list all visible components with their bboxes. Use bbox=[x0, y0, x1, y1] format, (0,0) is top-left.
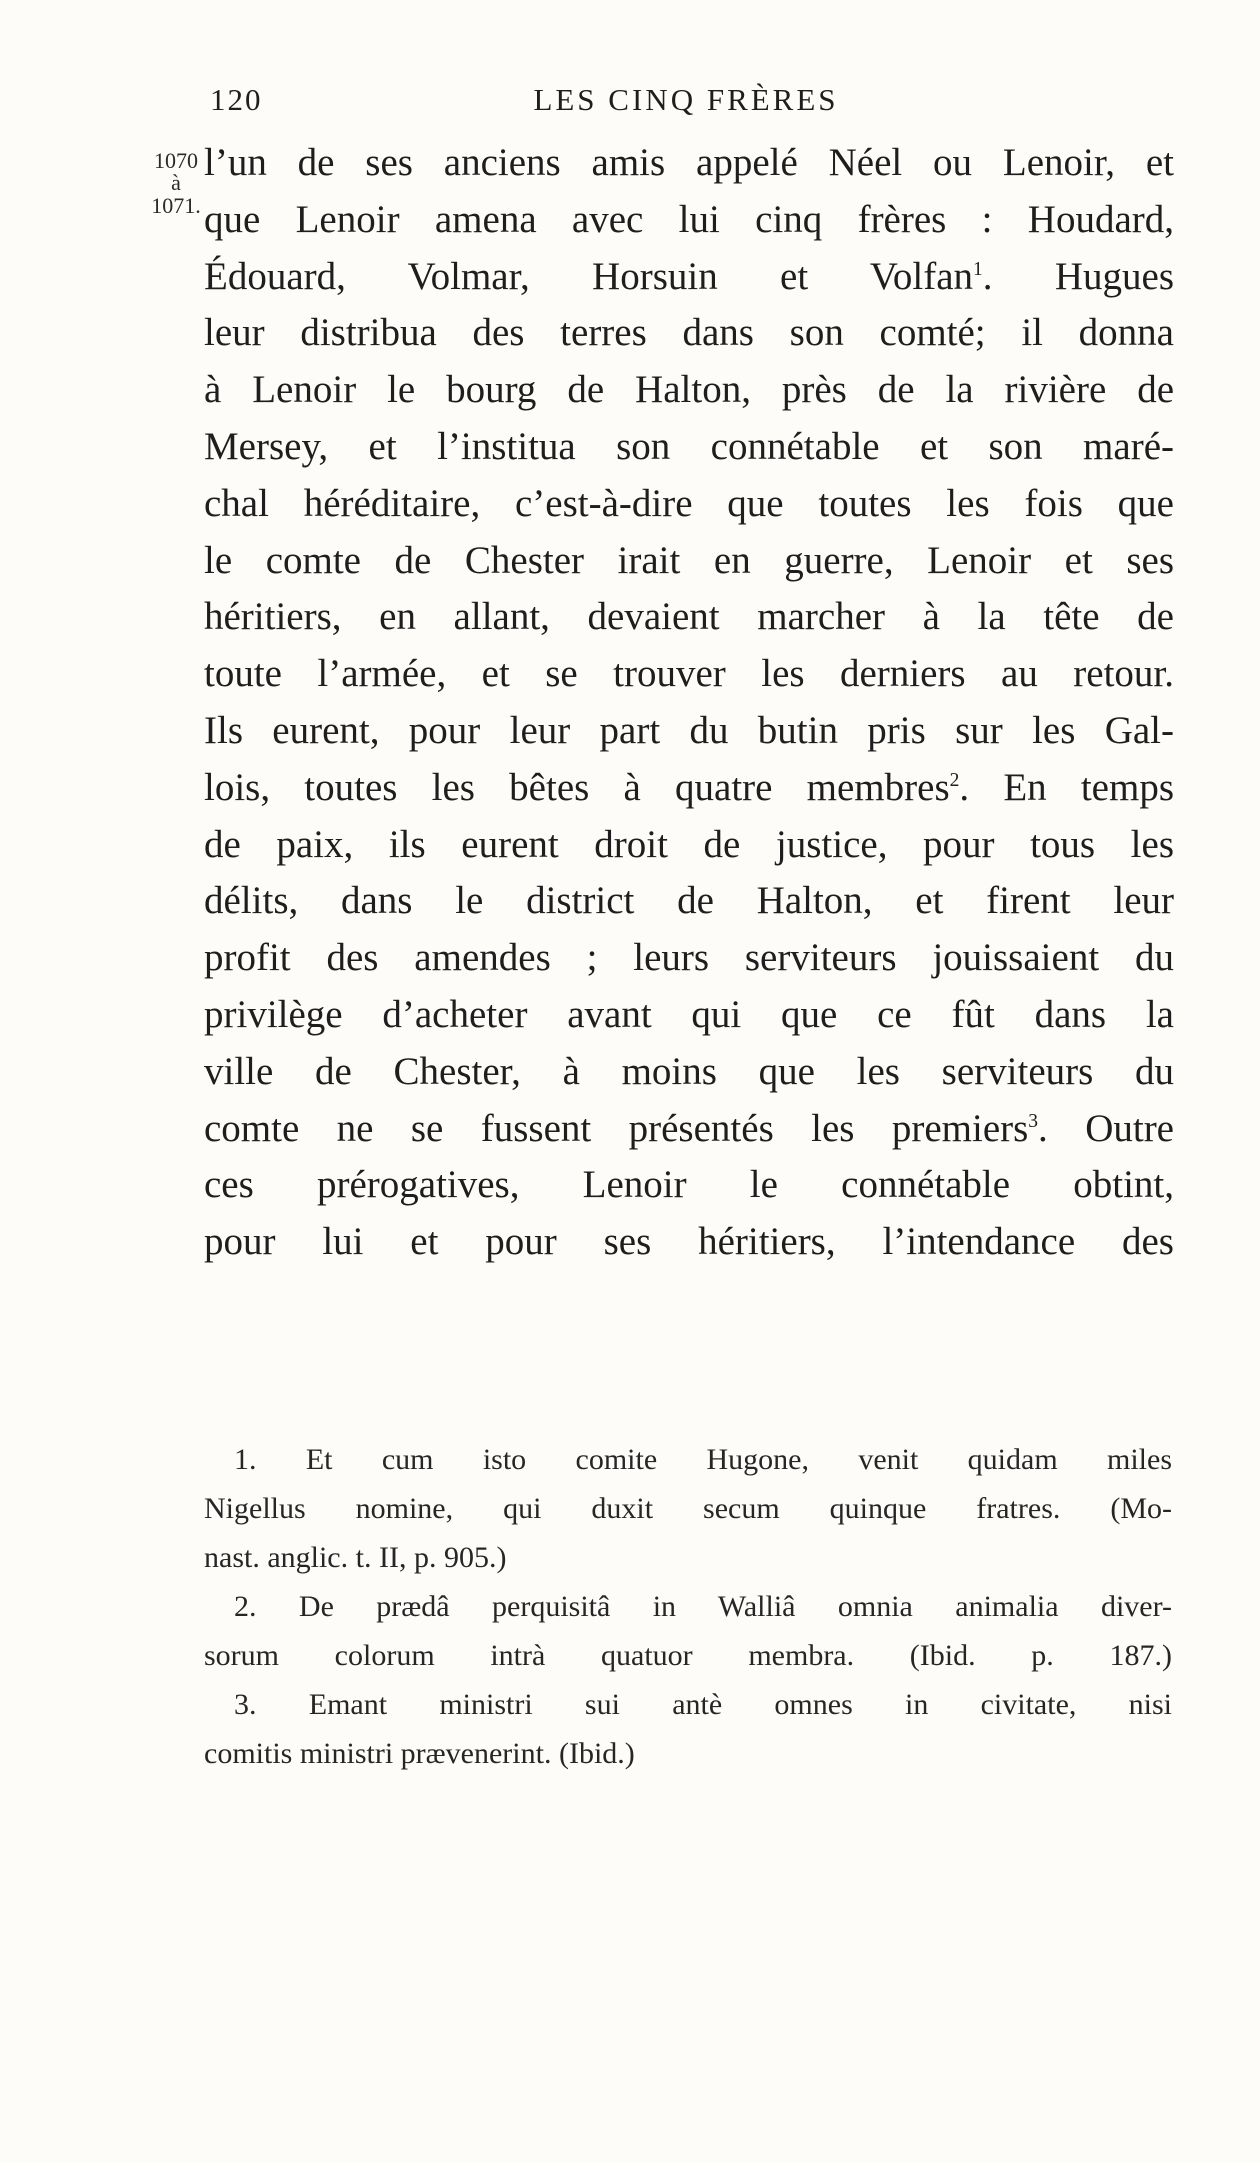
body-line: que Lenoir amena avec lui cinq frères : Houdard, bbox=[204, 197, 1174, 241]
body-line: héritiers, en allant, devaient marcher à la tête de bbox=[204, 595, 1174, 639]
footnote-line: 1. Et cum isto comite Hugone, venit quidam miles bbox=[234, 1443, 1172, 1476]
body-line: Ils eurent, pour leur part du butin pris sur les Gal- bbox=[204, 708, 1174, 752]
body-line-text: lois, toutes les bêtes à quatre membres bbox=[204, 765, 950, 809]
margin-date bbox=[147, 147, 205, 219]
body-line: délits, dans le district de Halton, et firent leur bbox=[204, 879, 1174, 923]
body-line: de paix, ils eurent droit de justice, pour tous les bbox=[204, 822, 1174, 866]
page-number: 120 bbox=[210, 82, 263, 117]
body-line bbox=[204, 1101, 1174, 1158]
footnote-ref: 1 bbox=[973, 258, 983, 280]
footnote-line: Nigellus nomine, qui duxit secum quinque fratres. (Mo- bbox=[204, 1492, 1172, 1525]
body-line: à Lenoir le bourg de Halton, près de la rivière de bbox=[204, 368, 1174, 412]
body-line-tail: . En temps bbox=[959, 765, 1175, 809]
footnote-line: sorum colorum intrà quatuor membra. (Ibid. p. 187.) bbox=[204, 1639, 1172, 1672]
body-line: privilège d’acheter avant qui que ce fût dans la bbox=[204, 992, 1174, 1036]
body-line: l’un de ses anciens amis appelé Néel ou Lenoir, et bbox=[204, 141, 1174, 184]
body-line-tail: . Hugues bbox=[982, 254, 1174, 298]
body-line: ville de Chester, à moins que les serviteurs du bbox=[204, 1049, 1174, 1093]
margin-date-end: 1071. bbox=[151, 193, 201, 218]
margin-date-separator: à bbox=[171, 170, 181, 195]
body-line bbox=[204, 760, 1174, 817]
footnote-line: nast. anglic. t. II, p. 905.) bbox=[204, 1541, 507, 1574]
body-line: toute l’armée, et se trouver les derniers au retour. bbox=[204, 652, 1174, 696]
body-line: pour lui et pour ses héritiers, l’intendance des bbox=[204, 1220, 1174, 1264]
footnote-line: comitis ministri prævenerint. (Ibid.) bbox=[204, 1737, 635, 1770]
footnote-line: 3. Emant ministri sui antè omnes in civitate, nisi bbox=[234, 1688, 1172, 1721]
running-title: LES CINQ FRÈRES bbox=[533, 82, 839, 117]
margin-date-start: 1070 bbox=[154, 148, 198, 173]
body-line: leur distribua des terres dans son comté; il donna bbox=[204, 311, 1174, 355]
footnotes bbox=[204, 1435, 1172, 1778]
body-line: ces prérogatives, Lenoir le connétable obtint, bbox=[204, 1163, 1174, 1207]
footnote-ref: 2 bbox=[949, 769, 960, 791]
body-line bbox=[204, 249, 1174, 306]
page-header bbox=[200, 82, 1172, 122]
body-text bbox=[204, 135, 1174, 1271]
body-line-text: comte ne se fussent présentés les premiers bbox=[204, 1106, 1029, 1150]
footnote-ref: 3 bbox=[1028, 1110, 1039, 1132]
body-line: profit des amendes ; leurs serviteurs jouissaient du bbox=[204, 936, 1174, 980]
body-line-tail: . Outre bbox=[1038, 1106, 1174, 1150]
body-line-text: Édouard, Volmar, Horsuin et Volfan bbox=[204, 254, 974, 298]
body-line: chal héréditaire, c’est-à-dire que toutes les fois que bbox=[204, 481, 1174, 525]
body-line: le comte de Chester irait en guerre, Lenoir et ses bbox=[204, 538, 1174, 582]
footnote-line: 2. De prædâ perquisitâ in Walliâ omnia animalia diver- bbox=[234, 1590, 1172, 1623]
body-line: Mersey, et l’institua son connétable et son maré- bbox=[204, 424, 1174, 468]
